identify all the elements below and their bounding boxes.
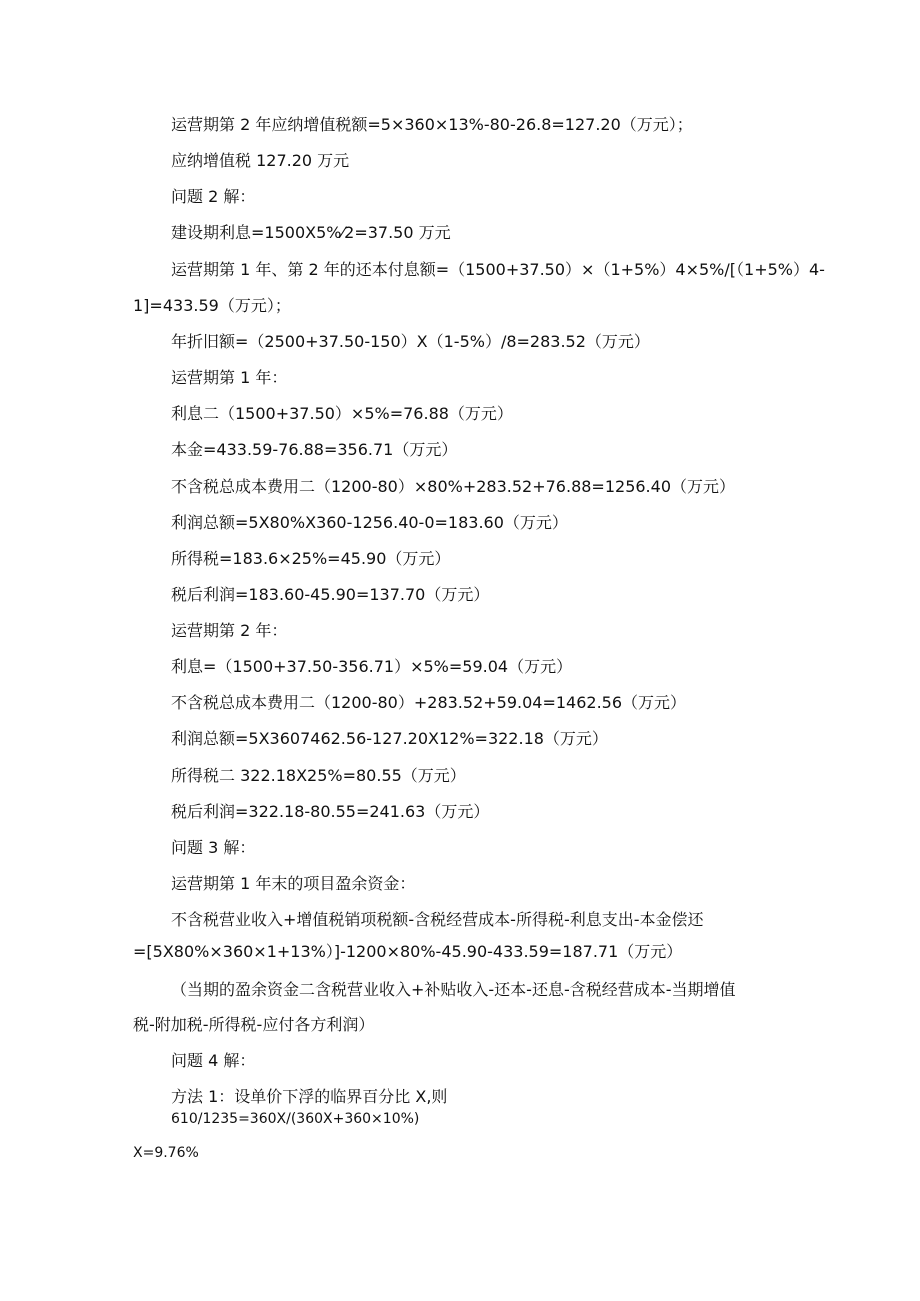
text-line: 应纳增值税 127.20 万元 [171, 151, 350, 170]
text-line: 税后利润=322.18-80.55=241.63（万元） [171, 802, 490, 821]
text-line: 年折旧额=（2500+37.50-150）X（1-5%）/8=283.52（万元） [171, 332, 650, 351]
text-line: 利润总额=5X80%X360-1256.40-0=183.60（万元） [171, 513, 568, 532]
text-line: 所得税=183.6×25%=45.90（万元） [171, 549, 451, 568]
text-line: 不含税营业收入+增值税销项税额-含税经营成本-所得税-利息支出-本金偿还 [171, 910, 704, 929]
text-line: 运营期第 2 年应纳增值税额=5×360×13%-80-26.8=127.20（万元）； [171, 115, 693, 134]
text-line: 所得税二 322.18X25%=80.55（万元） [171, 766, 466, 785]
text-line: 利息=（1500+37.50-356.71）×5%=59.04（万元） [171, 657, 573, 676]
text-line: 税后利润=183.60-45.90=137.70（万元） [171, 585, 490, 604]
text-line: （当期的盈余资金二含税营业收入+补贴收入-还本-还息-含税经营成本-当期增值 [171, 980, 736, 999]
text-line: 运营期第 1 年： [171, 368, 288, 387]
text-line: 本金=433.59-76.88=356.71（万元） [171, 440, 458, 459]
text-line-continuation: 税-附加税-所得税-应付各方利润） [133, 1015, 375, 1034]
text-line: 不含税总成本费用二（1200-80）×80%+283.52+76.88=1256.40（万元） [171, 477, 735, 496]
text-line-continuation: 1]=433.59（万元）； [133, 296, 291, 315]
text-line: 利息二（1500+37.50）×5%=76.88（万元） [171, 404, 513, 423]
section-heading: 问题 2 解： [171, 187, 256, 206]
text-line: 方法 1：设单价下浮的临界百分比 X,则 [171, 1087, 448, 1106]
text-line: 不含税总成本费用二（1200-80）+283.52+59.04=1462.56（万元） [171, 693, 687, 712]
text-line: 运营期第 1 年末的项目盈余资金： [171, 874, 416, 893]
text-line: 利润总额=5X3607462.56-127.20X12%=322.18（万元） [171, 729, 608, 748]
text-line: 建设期利息=1500X5%⁄2=37.50 万元 [171, 223, 451, 242]
text-line-continuation: =[5X80%×360×1+13%）]-1200×80%-45.90-433.59=187.71（万元） [133, 942, 683, 961]
section-heading: 问题 4 解： [171, 1051, 256, 1070]
formula-line: 610/1235=360X/(360X+360×10%) [171, 1111, 420, 1127]
text-line: 运营期第 1 年、第 2 年的还本付息额=（1500+37.50）×（1+5%）4×5%/[（1+5%）4- [171, 260, 825, 279]
text-line: 运营期第 2 年： [171, 621, 288, 640]
section-heading: 问题 3 解： [171, 838, 256, 857]
result-line: X=9.76% [133, 1145, 199, 1161]
